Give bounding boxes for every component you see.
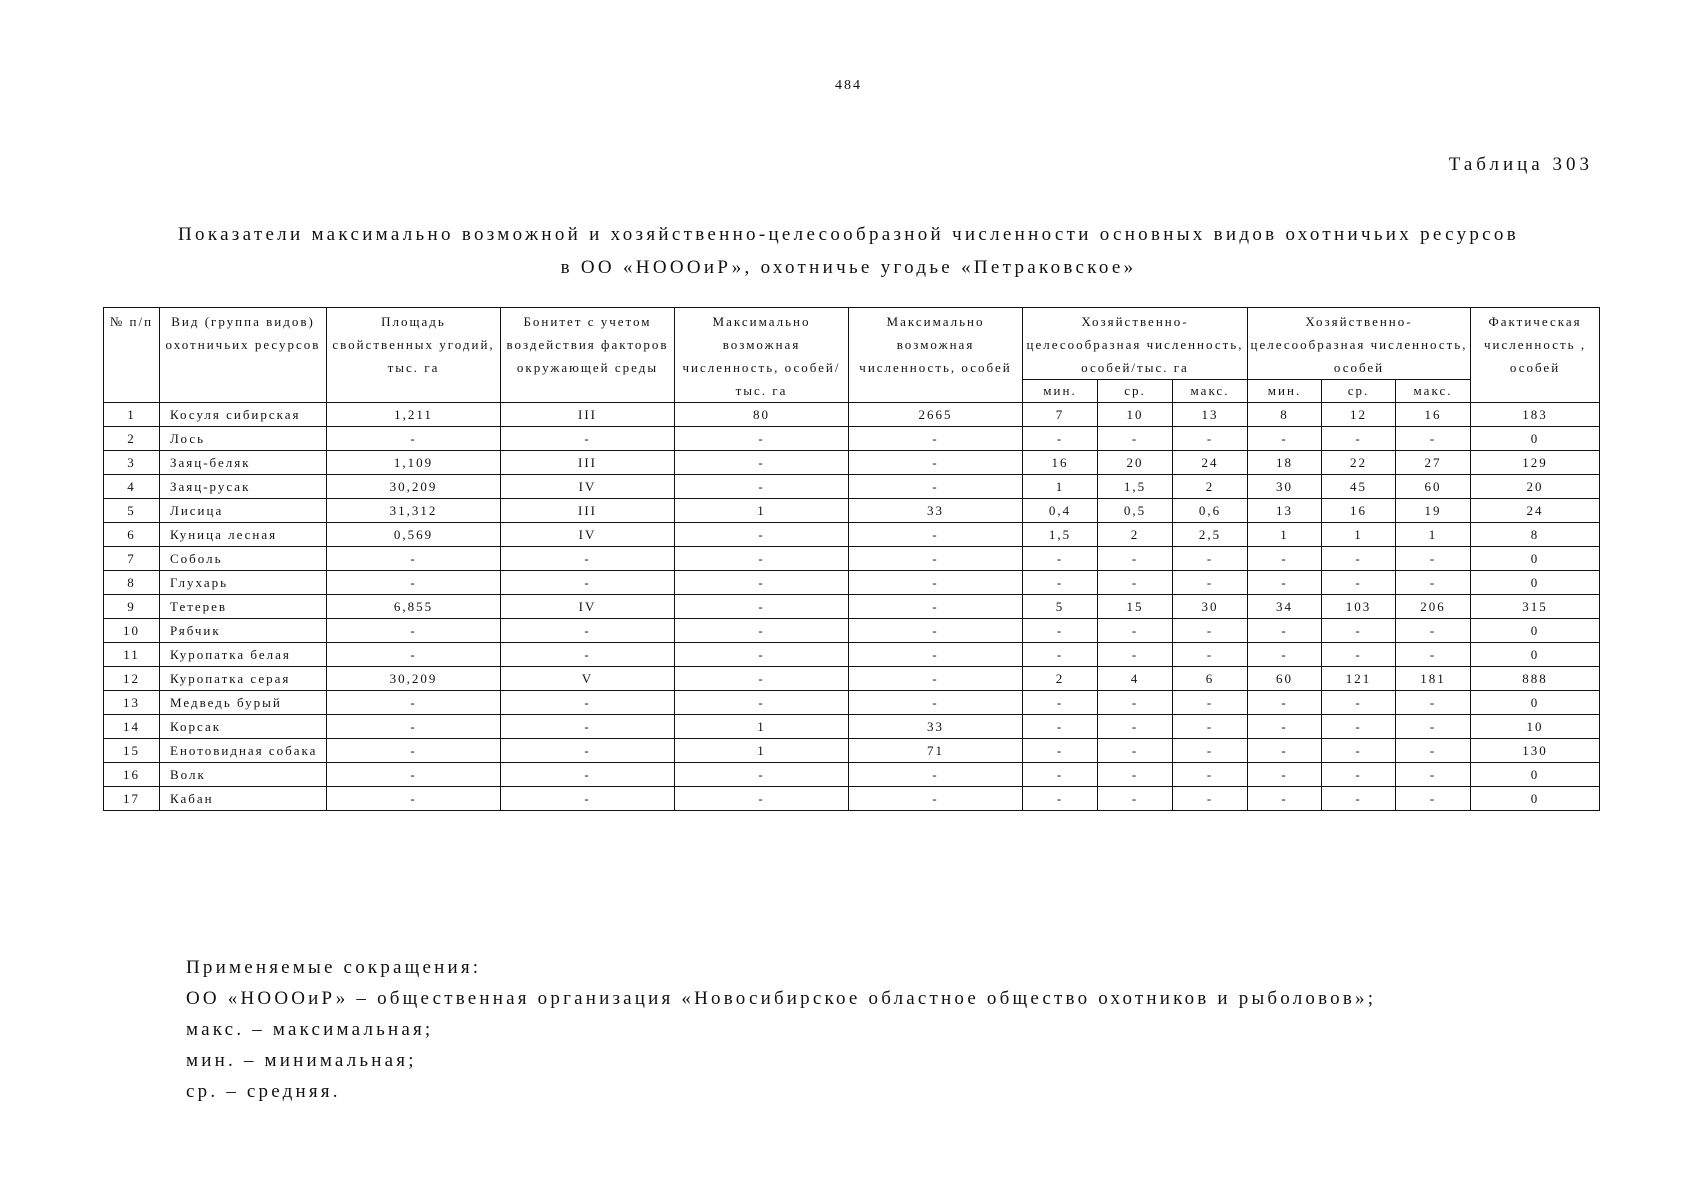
cell-density-avg: - bbox=[1098, 787, 1173, 811]
cell-max-density: - bbox=[675, 475, 849, 499]
note-line: ср. – средняя. bbox=[186, 1081, 341, 1102]
note-line: макс. – максимальная; bbox=[186, 1019, 434, 1040]
table-row bbox=[104, 739, 1600, 763]
cell-count-avg: - bbox=[1322, 715, 1396, 739]
cell-count-avg: - bbox=[1322, 643, 1396, 667]
cell-density-avg: 4 bbox=[1098, 667, 1173, 691]
cell-actual: 0 bbox=[1471, 691, 1600, 715]
header-count-max: макс. bbox=[1396, 380, 1471, 403]
cell-species: Тетерев bbox=[160, 595, 327, 619]
cell-density-avg: - bbox=[1098, 691, 1173, 715]
cell-count-max: - bbox=[1396, 715, 1471, 739]
cell-count-max: - bbox=[1396, 427, 1471, 451]
cell-density-avg: 20 bbox=[1098, 451, 1173, 475]
table-label: Таблица 303 bbox=[1448, 154, 1593, 175]
header-eco-count: Хозяйственно-целесообразная численность, особей bbox=[1248, 308, 1471, 380]
cell-bonitet: IV bbox=[501, 475, 675, 499]
cell-max-count: - bbox=[849, 523, 1023, 547]
cell-density-max: - bbox=[1173, 619, 1248, 643]
cell-count-min: 18 bbox=[1248, 451, 1322, 475]
cell-density-max: - bbox=[1173, 427, 1248, 451]
cell-bonitet: - bbox=[501, 763, 675, 787]
cell-area: - bbox=[327, 619, 501, 643]
header-eco-density: Хозяйственно-целесообразная численность, особей/тыс. га bbox=[1023, 308, 1248, 380]
cell-max-density: - bbox=[675, 571, 849, 595]
cell-count-min: - bbox=[1248, 619, 1322, 643]
cell-num: 2 bbox=[104, 427, 160, 451]
cell-density-avg: - bbox=[1098, 643, 1173, 667]
cell-count-avg: - bbox=[1322, 787, 1396, 811]
cell-count-min: 8 bbox=[1248, 403, 1322, 427]
cell-area: - bbox=[327, 427, 501, 451]
cell-density-min: - bbox=[1023, 763, 1098, 787]
cell-density-avg: - bbox=[1098, 571, 1173, 595]
cell-bonitet: - bbox=[501, 619, 675, 643]
cell-bonitet: IV bbox=[501, 595, 675, 619]
cell-num: 11 bbox=[104, 643, 160, 667]
cell-species: Лось bbox=[160, 427, 327, 451]
cell-num: 16 bbox=[104, 763, 160, 787]
cell-area: - bbox=[327, 643, 501, 667]
cell-actual: 0 bbox=[1471, 763, 1600, 787]
header-max-density: Максимально возможная численность, особей/тыс. га bbox=[675, 308, 849, 403]
table-row bbox=[104, 763, 1600, 787]
cell-count-max: - bbox=[1396, 619, 1471, 643]
cell-species: Рябчик bbox=[160, 619, 327, 643]
cell-count-max: 1 bbox=[1396, 523, 1471, 547]
cell-density-min: - bbox=[1023, 739, 1098, 763]
cell-density-min: 5 bbox=[1023, 595, 1098, 619]
cell-num: 13 bbox=[104, 691, 160, 715]
cell-density-min: 1 bbox=[1023, 475, 1098, 499]
cell-num: 15 bbox=[104, 739, 160, 763]
cell-num: 14 bbox=[104, 715, 160, 739]
cell-density-avg: 10 bbox=[1098, 403, 1173, 427]
cell-area: - bbox=[327, 739, 501, 763]
cell-count-avg: - bbox=[1322, 691, 1396, 715]
cell-count-avg: - bbox=[1322, 739, 1396, 763]
table-row bbox=[104, 595, 1600, 619]
cell-actual: 888 bbox=[1471, 667, 1600, 691]
cell-count-min: - bbox=[1248, 643, 1322, 667]
header-max-count: Максимально возможная численность, особей bbox=[849, 308, 1023, 403]
cell-species: Глухарь bbox=[160, 571, 327, 595]
cell-area: - bbox=[327, 763, 501, 787]
table-row bbox=[104, 499, 1600, 523]
cell-count-min: - bbox=[1248, 739, 1322, 763]
cell-area: 30,209 bbox=[327, 475, 501, 499]
cell-bonitet: - bbox=[501, 571, 675, 595]
cell-actual: 0 bbox=[1471, 571, 1600, 595]
cell-density-min: - bbox=[1023, 571, 1098, 595]
cell-area: 1,109 bbox=[327, 451, 501, 475]
cell-num: 8 bbox=[104, 571, 160, 595]
cell-num: 12 bbox=[104, 667, 160, 691]
cell-area: - bbox=[327, 547, 501, 571]
cell-area: - bbox=[327, 715, 501, 739]
cell-count-max: - bbox=[1396, 643, 1471, 667]
table-row bbox=[104, 667, 1600, 691]
cell-actual: 10 bbox=[1471, 715, 1600, 739]
cell-count-avg: 12 bbox=[1322, 403, 1396, 427]
cell-count-avg: - bbox=[1322, 571, 1396, 595]
cell-density-avg: - bbox=[1098, 739, 1173, 763]
cell-max-count: - bbox=[849, 667, 1023, 691]
cell-count-min: 34 bbox=[1248, 595, 1322, 619]
cell-density-min: 0,4 bbox=[1023, 499, 1098, 523]
table-row bbox=[104, 523, 1600, 547]
cell-species: Кабан bbox=[160, 787, 327, 811]
table-row bbox=[104, 787, 1600, 811]
cell-bonitet: IV bbox=[501, 523, 675, 547]
table-row bbox=[104, 571, 1600, 595]
cell-bonitet: - bbox=[501, 427, 675, 451]
cell-area: - bbox=[327, 691, 501, 715]
cell-density-min: - bbox=[1023, 787, 1098, 811]
cell-density-max: 0,6 bbox=[1173, 499, 1248, 523]
cell-density-min: - bbox=[1023, 619, 1098, 643]
cell-max-count: 2665 bbox=[849, 403, 1023, 427]
cell-density-max: - bbox=[1173, 715, 1248, 739]
cell-count-min: - bbox=[1248, 571, 1322, 595]
cell-density-max: 24 bbox=[1173, 451, 1248, 475]
header-density-min: мин. bbox=[1023, 380, 1098, 403]
table-row bbox=[104, 619, 1600, 643]
page-number: 484 bbox=[835, 78, 862, 93]
cell-max-density: - bbox=[675, 619, 849, 643]
cell-count-min: 30 bbox=[1248, 475, 1322, 499]
cell-count-max: 60 bbox=[1396, 475, 1471, 499]
cell-max-density: - bbox=[675, 451, 849, 475]
cell-bonitet: - bbox=[501, 739, 675, 763]
cell-count-avg: 121 bbox=[1322, 667, 1396, 691]
cell-density-avg: 1,5 bbox=[1098, 475, 1173, 499]
table-title-line-2: в ОО «НОООиР», охотничье угодье «Петраковское» bbox=[560, 257, 1137, 278]
cell-actual: 315 bbox=[1471, 595, 1600, 619]
cell-actual: 20 bbox=[1471, 475, 1600, 499]
cell-area: - bbox=[327, 571, 501, 595]
cell-bonitet: - bbox=[501, 787, 675, 811]
cell-max-count: - bbox=[849, 643, 1023, 667]
table-title-line-1: Показатели максимально возможной и хозяйственно-целесообразной численности основных видов охотничьих ресурсов bbox=[178, 224, 1519, 245]
cell-bonitet: - bbox=[501, 691, 675, 715]
cell-actual: 0 bbox=[1471, 787, 1600, 811]
cell-density-min: - bbox=[1023, 427, 1098, 451]
cell-num: 5 bbox=[104, 499, 160, 523]
cell-actual: 0 bbox=[1471, 619, 1600, 643]
cell-count-avg: 16 bbox=[1322, 499, 1396, 523]
cell-species: Куропатка белая bbox=[160, 643, 327, 667]
cell-bonitet: III bbox=[501, 403, 675, 427]
cell-max-count: - bbox=[849, 691, 1023, 715]
cell-max-density: 1 bbox=[675, 499, 849, 523]
cell-density-max: - bbox=[1173, 763, 1248, 787]
cell-species: Енотовидная собака bbox=[160, 739, 327, 763]
cell-density-max: - bbox=[1173, 643, 1248, 667]
cell-max-count: - bbox=[849, 427, 1023, 451]
cell-species: Волк bbox=[160, 763, 327, 787]
cell-count-max: - bbox=[1396, 739, 1471, 763]
cell-bonitet: - bbox=[501, 715, 675, 739]
cell-max-density: - bbox=[675, 547, 849, 571]
cell-count-min: - bbox=[1248, 763, 1322, 787]
cell-density-max: 13 bbox=[1173, 403, 1248, 427]
cell-count-avg: 45 bbox=[1322, 475, 1396, 499]
cell-bonitet: III bbox=[501, 451, 675, 475]
cell-max-density: - bbox=[675, 691, 849, 715]
cell-count-min: - bbox=[1248, 691, 1322, 715]
notes-heading: Применяемые сокращения: bbox=[186, 957, 482, 978]
cell-bonitet: - bbox=[501, 547, 675, 571]
header-num: № п/п bbox=[104, 308, 160, 403]
cell-density-min: 7 bbox=[1023, 403, 1098, 427]
cell-max-density: - bbox=[675, 643, 849, 667]
cell-species: Заяц-беляк bbox=[160, 451, 327, 475]
table-row bbox=[104, 403, 1600, 427]
cell-count-min: - bbox=[1248, 787, 1322, 811]
note-line: мин. – минимальная; bbox=[186, 1050, 417, 1071]
note-line: ОО «НОООиР» – общественная организация «Новосибирское областное общество охотников и рыболовов»; bbox=[186, 988, 1377, 1009]
cell-density-avg: 0,5 bbox=[1098, 499, 1173, 523]
cell-num: 17 bbox=[104, 787, 160, 811]
cell-bonitet: V bbox=[501, 667, 675, 691]
cell-count-avg: 1 bbox=[1322, 523, 1396, 547]
header-row bbox=[104, 308, 1600, 380]
cell-num: 10 bbox=[104, 619, 160, 643]
cell-species: Соболь bbox=[160, 547, 327, 571]
cell-density-max: 30 bbox=[1173, 595, 1248, 619]
header-species: Вид (группа видов) охотничьих ресурсов bbox=[160, 308, 327, 403]
table-title bbox=[60, 218, 1637, 284]
cell-max-count: 33 bbox=[849, 715, 1023, 739]
cell-density-avg: - bbox=[1098, 715, 1173, 739]
cell-density-min: - bbox=[1023, 691, 1098, 715]
cell-density-avg: - bbox=[1098, 547, 1173, 571]
cell-density-min: - bbox=[1023, 547, 1098, 571]
cell-density-avg: - bbox=[1098, 427, 1173, 451]
table-row bbox=[104, 427, 1600, 451]
cell-area: 6,855 bbox=[327, 595, 501, 619]
cell-count-avg: - bbox=[1322, 619, 1396, 643]
cell-density-max: - bbox=[1173, 547, 1248, 571]
cell-area: - bbox=[327, 787, 501, 811]
cell-count-min: - bbox=[1248, 427, 1322, 451]
cell-density-max: 2 bbox=[1173, 475, 1248, 499]
cell-density-avg: 2 bbox=[1098, 523, 1173, 547]
cell-actual: 8 bbox=[1471, 523, 1600, 547]
cell-num: 1 bbox=[104, 403, 160, 427]
cell-species: Заяц-русак bbox=[160, 475, 327, 499]
table-row bbox=[104, 547, 1600, 571]
cell-species: Куница лесная bbox=[160, 523, 327, 547]
table-row bbox=[104, 715, 1600, 739]
cell-count-max: - bbox=[1396, 691, 1471, 715]
cell-density-max: - bbox=[1173, 571, 1248, 595]
cell-max-density: - bbox=[675, 763, 849, 787]
cell-density-max: - bbox=[1173, 691, 1248, 715]
cell-count-max: - bbox=[1396, 787, 1471, 811]
cell-count-max: 206 bbox=[1396, 595, 1471, 619]
cell-area: 0,569 bbox=[327, 523, 501, 547]
cell-count-min: - bbox=[1248, 715, 1322, 739]
cell-actual: 24 bbox=[1471, 499, 1600, 523]
cell-density-min: 1,5 bbox=[1023, 523, 1098, 547]
cell-count-avg: 22 bbox=[1322, 451, 1396, 475]
cell-max-count: - bbox=[849, 595, 1023, 619]
cell-num: 9 bbox=[104, 595, 160, 619]
cell-count-max: - bbox=[1396, 763, 1471, 787]
cell-species: Корсак bbox=[160, 715, 327, 739]
cell-count-max: - bbox=[1396, 571, 1471, 595]
cell-max-density: - bbox=[675, 523, 849, 547]
table-row bbox=[104, 451, 1600, 475]
cell-species: Медведь бурый bbox=[160, 691, 327, 715]
cell-density-max: 2,5 bbox=[1173, 523, 1248, 547]
abbreviations-notes bbox=[186, 952, 1376, 1107]
table-body bbox=[104, 403, 1600, 811]
cell-density-avg: 15 bbox=[1098, 595, 1173, 619]
cell-num: 6 bbox=[104, 523, 160, 547]
cell-max-count: - bbox=[849, 451, 1023, 475]
cell-max-count: - bbox=[849, 619, 1023, 643]
cell-species: Лисица bbox=[160, 499, 327, 523]
cell-bonitet: III bbox=[501, 499, 675, 523]
cell-count-avg: - bbox=[1322, 547, 1396, 571]
cell-num: 7 bbox=[104, 547, 160, 571]
cell-count-max: 19 bbox=[1396, 499, 1471, 523]
cell-actual: 129 bbox=[1471, 451, 1600, 475]
cell-density-min: - bbox=[1023, 643, 1098, 667]
cell-max-count: - bbox=[849, 763, 1023, 787]
cell-species: Куропатка серая bbox=[160, 667, 327, 691]
cell-max-count: - bbox=[849, 571, 1023, 595]
cell-actual: 0 bbox=[1471, 427, 1600, 451]
cell-max-density: - bbox=[675, 787, 849, 811]
cell-area: 31,312 bbox=[327, 499, 501, 523]
cell-density-max: 6 bbox=[1173, 667, 1248, 691]
cell-actual: 0 bbox=[1471, 643, 1600, 667]
cell-count-avg: - bbox=[1322, 763, 1396, 787]
cell-max-density: - bbox=[675, 427, 849, 451]
table-row bbox=[104, 643, 1600, 667]
cell-actual: 183 bbox=[1471, 403, 1600, 427]
header-bonitet: Бонитет с учетом воздействия факторов окружающей среды bbox=[501, 308, 675, 403]
cell-max-density: 1 bbox=[675, 739, 849, 763]
header-count-min: мин. bbox=[1248, 380, 1322, 403]
cell-density-avg: - bbox=[1098, 619, 1173, 643]
table-row bbox=[104, 475, 1600, 499]
cell-density-min: 2 bbox=[1023, 667, 1098, 691]
cell-count-min: - bbox=[1248, 547, 1322, 571]
cell-density-min: - bbox=[1023, 715, 1098, 739]
cell-bonitet: - bbox=[501, 643, 675, 667]
header-actual: Фактическая численность , особей bbox=[1471, 308, 1600, 403]
cell-count-max: 16 bbox=[1396, 403, 1471, 427]
cell-max-count: - bbox=[849, 787, 1023, 811]
table-row bbox=[104, 691, 1600, 715]
cell-count-min: 1 bbox=[1248, 523, 1322, 547]
header-density-max: макс. bbox=[1173, 380, 1248, 403]
cell-count-max: 27 bbox=[1396, 451, 1471, 475]
cell-count-min: 60 bbox=[1248, 667, 1322, 691]
cell-actual: 0 bbox=[1471, 547, 1600, 571]
header-count-avg: ср. bbox=[1322, 380, 1396, 403]
cell-max-count: - bbox=[849, 475, 1023, 499]
cell-max-count: 71 bbox=[849, 739, 1023, 763]
header-density-avg: ср. bbox=[1098, 380, 1173, 403]
cell-max-count: 33 bbox=[849, 499, 1023, 523]
data-table bbox=[103, 307, 1600, 811]
cell-num: 3 bbox=[104, 451, 160, 475]
cell-count-max: 181 bbox=[1396, 667, 1471, 691]
cell-species: Косуля сибирская bbox=[160, 403, 327, 427]
cell-area: 30,209 bbox=[327, 667, 501, 691]
cell-density-max: - bbox=[1173, 787, 1248, 811]
cell-area: 1,211 bbox=[327, 403, 501, 427]
cell-max-density: 1 bbox=[675, 715, 849, 739]
cell-count-max: - bbox=[1396, 547, 1471, 571]
cell-density-avg: - bbox=[1098, 763, 1173, 787]
cell-count-min: 13 bbox=[1248, 499, 1322, 523]
cell-density-min: 16 bbox=[1023, 451, 1098, 475]
cell-max-density: - bbox=[675, 595, 849, 619]
cell-max-density: 80 bbox=[675, 403, 849, 427]
cell-actual: 130 bbox=[1471, 739, 1600, 763]
cell-count-avg: 103 bbox=[1322, 595, 1396, 619]
header-area: Площадь свойственных угодий, тыс. га bbox=[327, 308, 501, 403]
cell-density-max: - bbox=[1173, 739, 1248, 763]
cell-num: 4 bbox=[104, 475, 160, 499]
cell-count-avg: - bbox=[1322, 427, 1396, 451]
cell-max-count: - bbox=[849, 547, 1023, 571]
cell-max-density: - bbox=[675, 667, 849, 691]
